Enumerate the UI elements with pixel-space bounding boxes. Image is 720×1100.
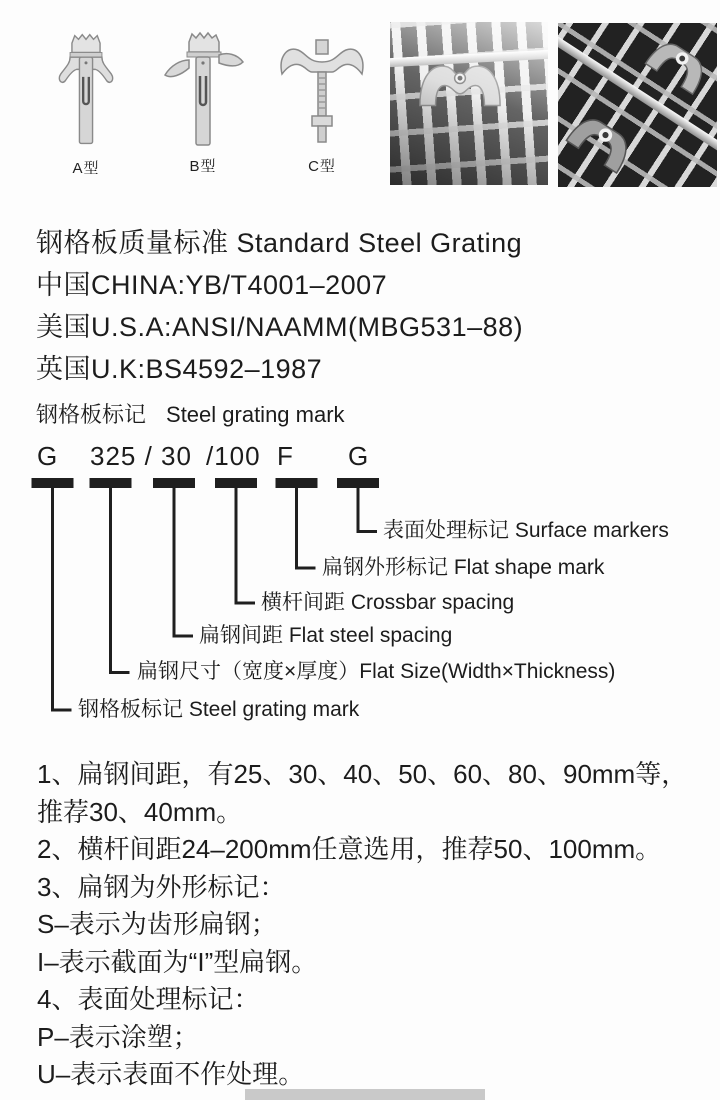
diagram-label-flat-size: 扁钢尺寸（宽度×厚度）Flat Size(Width×Thickness)	[137, 660, 616, 683]
note-shape-i: I–表示截面为“I”型扁钢。	[37, 946, 318, 977]
mark-code-crossbar: /100	[206, 441, 261, 471]
photo-shading	[390, 22, 548, 185]
note-crossbar-spacing: 2、横杆间距24–200mm任意选用，推荐50、100mm。	[37, 834, 662, 864]
grating-photo-1	[390, 22, 548, 185]
note-surface-heading: 4、表面处理标记：	[37, 984, 260, 1014]
mark-code-f: F	[277, 441, 294, 471]
diagram-label-flat-shape-mark: 扁钢外形标记 Flat shape mark	[322, 556, 605, 579]
note-shape-mark-heading: 3、扁钢为外形标记：	[37, 871, 286, 902]
clamp-type-c-figure	[274, 32, 370, 176]
scan-divider-bar	[245, 1089, 485, 1100]
clamp-type-a-figure	[44, 26, 128, 178]
clamp-b-icon	[161, 28, 245, 152]
standard-uk: 英国U.K:BS4592–1987	[36, 354, 323, 384]
clamp-c-label: C型	[308, 158, 336, 175]
diagram-label-flat-steel-spacing: 扁钢间距 Flat steel spacing	[199, 624, 453, 647]
note-flat-steel-spacing-2: 推荐30、40mm。	[37, 796, 243, 827]
mark-heading-zh: 钢格板标记	[36, 402, 147, 427]
mark-code-size: 325 / 30	[90, 441, 192, 471]
mark-heading-en: Steel grating mark	[166, 402, 345, 427]
clamp-b-label: B型	[189, 158, 217, 175]
standards-title: 钢格板质量标准 Standard Steel Grating	[36, 228, 523, 258]
mark-section-heading	[36, 398, 345, 429]
note-flat-steel-spacing-1: 1、扁钢间距，有25、30、40、50、60、80、90mm等，	[37, 759, 688, 789]
standard-china: 中国CHINA:YB/T4001–2007	[36, 270, 388, 300]
note-surface-u: U–表示表面不作处理。	[37, 1059, 305, 1089]
clamp-a-icon	[56, 26, 116, 154]
mark-code-g2: G	[348, 441, 370, 471]
note-surface-p: P–表示涂塑；	[37, 1021, 199, 1052]
note-shape-s: S–表示为齿形扁钢；	[37, 909, 277, 939]
grating-grid-pattern-diagonal	[558, 23, 717, 187]
clamp-c-icon	[276, 32, 368, 152]
mark-code-g1: G	[37, 441, 59, 471]
diagram-label-crossbar-spacing: 横杆间距 Crossbar spacing	[261, 591, 515, 614]
standard-usa: 美国U.S.A:ANSI/NAAMM(MBG531–88)	[36, 312, 524, 342]
grating-photo-2	[558, 23, 717, 187]
clamp-a-label: A型	[72, 160, 100, 177]
notes-list	[37, 756, 712, 1094]
diagram-label-steel-grating-mark: 钢格板标记 Steel grating mark	[78, 698, 360, 721]
clamp-type-b-figure	[158, 28, 248, 176]
diagram-label-surface-markers: 表面处理标记 Surface markers	[383, 519, 669, 542]
